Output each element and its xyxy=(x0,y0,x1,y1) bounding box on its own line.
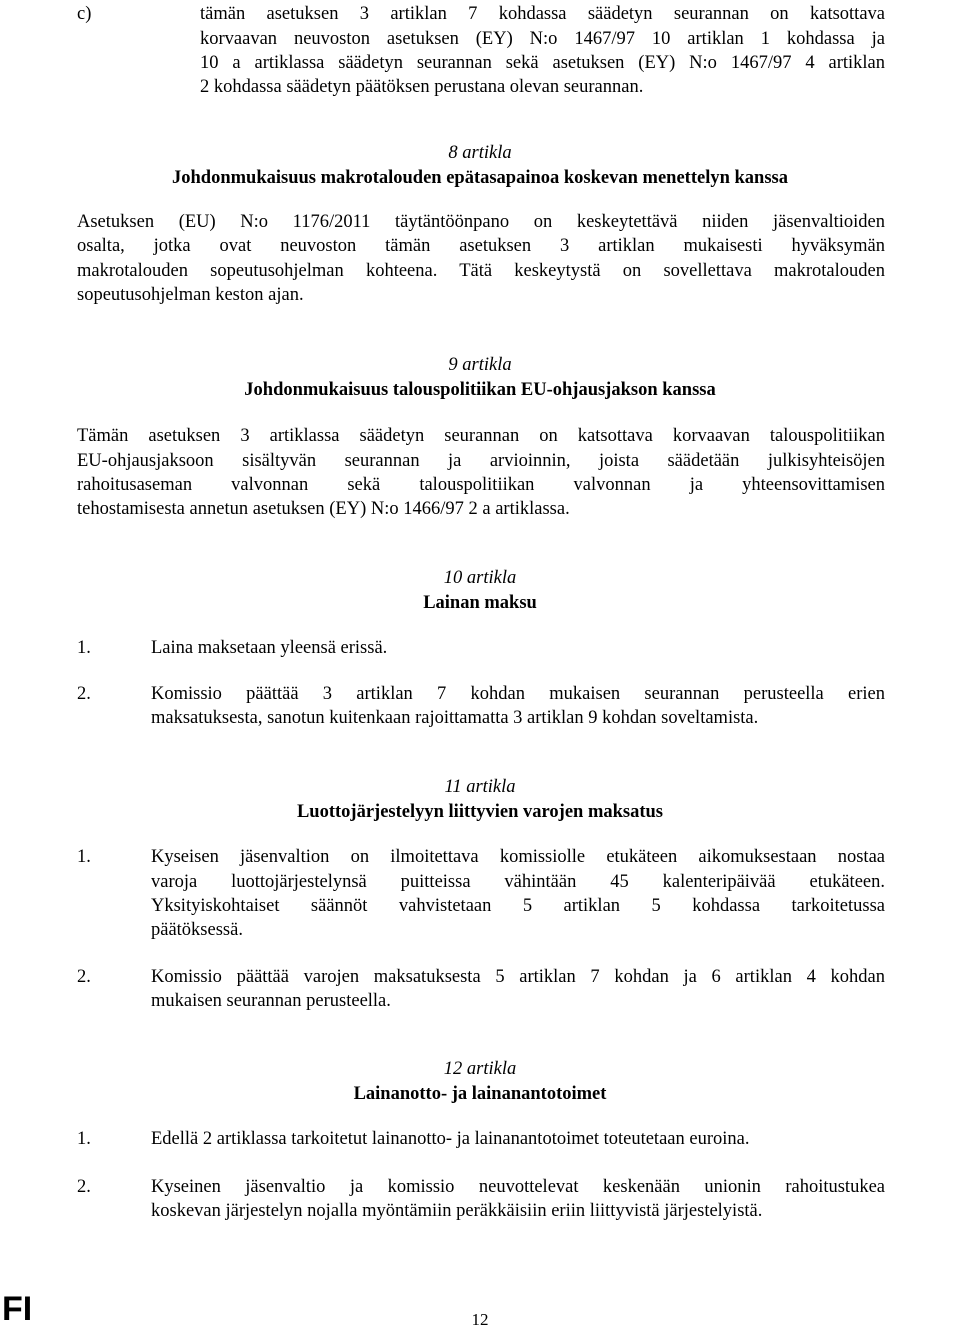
text-line: päätöksessä. xyxy=(151,920,243,940)
text-line: Laina maksetaan yleensä erissä. xyxy=(151,638,388,658)
paragraph-number: 1. xyxy=(77,638,91,658)
article-number: 9 artikla xyxy=(448,355,512,375)
text-line: Kyseinen jäsenvaltio ja komissio neuvottelevat keskenään unionin rahoitustukea xyxy=(151,1177,885,1197)
text-line: tämän asetuksen 3 artiklan 7 kohdassa säädetyn seurannan on katsottava xyxy=(200,4,885,24)
text-line: Edellä 2 artiklassa tarkoitetut lainanotto- ja lainanantotoimet toteutetaan euroina. xyxy=(151,1129,750,1149)
paragraph-number: 1. xyxy=(77,847,91,867)
paragraph-number: 1. xyxy=(77,1129,91,1149)
text-line: osalta, jotka ovat neuvoston tämän asetuksen 3 artiklan mukaisesti hyväksymän xyxy=(77,236,885,256)
text-line: Yksityiskohtaiset säännöt vahvistetaan 5 artiklan 5 kohdassa tarkoitetussa xyxy=(151,896,885,916)
paragraph-number: 2. xyxy=(77,1177,91,1197)
article-number: 12 artikla xyxy=(443,1059,517,1079)
text-line: Tämän asetuksen 3 artiklassa säädetyn seurannan on katsottava korvaavan talouspolitiikan xyxy=(77,426,885,446)
article-title: Lainanotto- ja lainanantotoimet xyxy=(353,1084,607,1104)
text-line: EU-ohjausjaksoon sisältyvän seurannan ja arvioinnin, joista säädetään julkisyhteisöjen xyxy=(77,451,885,471)
text-line: koskevan järjestelyn nojalla myöntämiin peräkkäisiin eriin liittyvistä järjestelyistä. xyxy=(151,1201,763,1221)
paragraph-number: 2. xyxy=(77,684,91,704)
paragraph-number: 2. xyxy=(77,967,91,987)
article-number: 10 artikla xyxy=(443,568,517,588)
article-title: Lainan maksu xyxy=(423,593,537,613)
text-line: tehostamisesta annetun asetuksen (EY) N:o 1466/97 2 a artiklassa. xyxy=(77,499,570,519)
text-line: 2 kohdassa säädetyn päätöksen perustana olevan seurannan. xyxy=(200,77,644,97)
text-line: rahoitusaseman valvonnan sekä talouspolitiikan valvonnan ja yhteensovittamisen xyxy=(77,475,885,495)
text-line: mukaisen seurannan perusteella. xyxy=(151,991,391,1011)
article-number: 8 artikla xyxy=(448,143,512,163)
text-line: Asetuksen (EU) N:o 1176/2011 täytäntöönpano on keskeytettävä niiden jäsenvaltioiden xyxy=(77,212,885,232)
item-label: c) xyxy=(77,4,92,24)
text-line: maksatuksesta, sanotun kuitenkaan rajoittamatta 3 artiklan 9 kohdan soveltamista. xyxy=(151,708,759,728)
text-line: Kyseisen jäsenvaltion on ilmoitettava komissiolle etukäteen aikomuksestaan nostaa xyxy=(151,847,885,867)
article-title: Luottojärjestelyyn liittyvien varojen maksatus xyxy=(296,802,664,822)
text-line: korvaavan neuvoston asetuksen (EY) N:o 1467/97 10 artiklan 1 kohdassa ja xyxy=(200,29,885,49)
text-line: 10 a artiklassa säädetyn seurannan sekä asetuksen (EY) N:o 1467/97 4 artiklan xyxy=(200,53,885,73)
text-line: Komissio päättää 3 artiklan 7 kohdan mukaisen seurannan perusteella erien xyxy=(151,684,885,704)
text-line: makrotalouden sopeutusohjelman kohteena. Tätä keskeytystä on sovellettava makrotalouden xyxy=(77,261,885,281)
language-code-left: FI xyxy=(2,1290,33,1328)
text-line: varoja luottojärjestelynsä puitteissa vähintään 45 kalenteripäivää etukäteen. xyxy=(151,872,885,892)
article-title: Johdonmukaisuus talouspolitiikan EU-ohjausjakson kanssa xyxy=(244,380,716,400)
text-line: sopeutusohjelman keston ajan. xyxy=(77,285,304,305)
text-line: Komissio päättää varojen maksatuksesta 5 artiklan 7 kohdan ja 6 artiklan 4 kohdan xyxy=(151,967,885,987)
article-number: 11 artikla xyxy=(444,777,516,797)
article-title: Johdonmukaisuus makrotalouden epätasapainoa koskevan menettelyn kanssa xyxy=(172,168,788,188)
page-number: 12 xyxy=(471,1310,489,1329)
